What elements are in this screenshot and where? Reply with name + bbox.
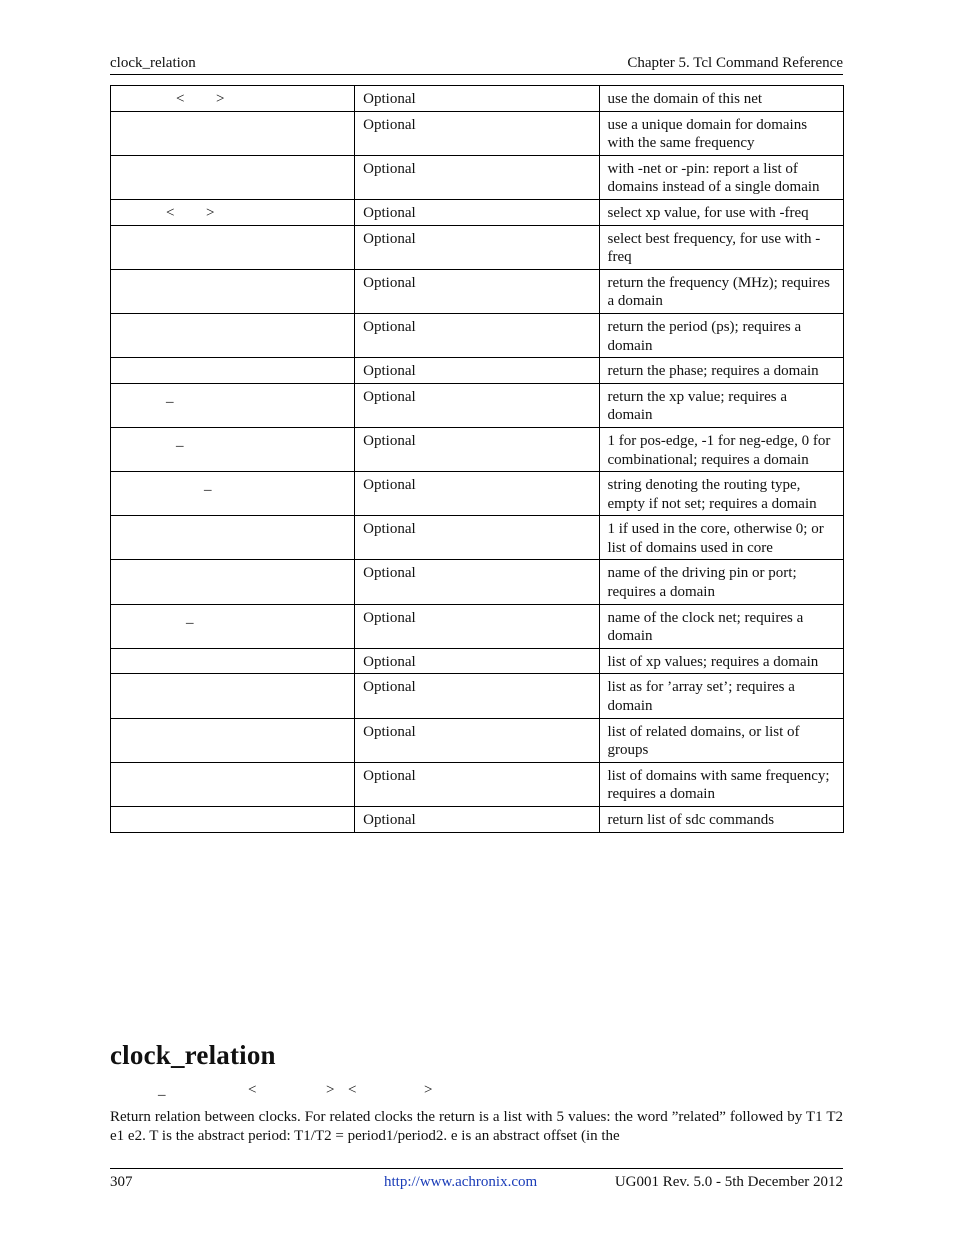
syntax-close-angle: > [326, 1082, 335, 1098]
table-row [111, 155, 844, 199]
requirement-cell: Optional [355, 383, 599, 427]
table-row [111, 807, 844, 833]
table-row [111, 604, 844, 648]
requirement-cell: Optional [355, 269, 599, 313]
argument-cell [111, 516, 355, 560]
description-cell: return list of sdc commands [599, 807, 844, 833]
argument-cell [111, 199, 355, 225]
header-chapter-title: Chapter 5. Tcl Command Reference [627, 55, 843, 71]
syntax-open-angle: < [348, 1082, 357, 1098]
description-cell: with -net or -pin: report a list of domains instead of a single domain [599, 155, 844, 199]
table-row [111, 674, 844, 718]
argument-cell [111, 674, 355, 718]
table-row [111, 313, 844, 357]
table-row [111, 269, 844, 313]
requirement-cell: Optional [355, 199, 599, 225]
requirement-cell: Optional [355, 674, 599, 718]
parameter-table-body [111, 86, 844, 833]
description-cell: select best frequency, for use with -freq [599, 225, 844, 269]
table-row [111, 111, 844, 155]
argument-cell [111, 269, 355, 313]
description-cell: list as for ’array set’; requires a domain [599, 674, 844, 718]
table-row [111, 225, 844, 269]
requirement-cell: Optional [355, 358, 599, 384]
command-syntax [110, 1082, 843, 1102]
table-row [111, 648, 844, 674]
description-cell: name of the clock net; requires a domain [599, 604, 844, 648]
argument-cell [111, 807, 355, 833]
argument-cell [111, 111, 355, 155]
requirement-cell: Optional [355, 560, 599, 604]
requirement-cell: Optional [355, 762, 599, 806]
description-cell: string denoting the routing type, empty if not set; requires a domain [599, 472, 844, 516]
parameter-table [110, 85, 844, 833]
requirement-cell: Optional [355, 718, 599, 762]
header-section-name: clock_relation [110, 55, 196, 71]
syntax-open-angle: < [248, 1082, 257, 1098]
argument-glyph: < [176, 91, 185, 107]
requirement-cell: Optional [355, 313, 599, 357]
description-cell: return the frequency (MHz); requires a domain [599, 269, 844, 313]
argument-glyph: _ [176, 432, 184, 449]
description-cell: use a unique domain for domains with the same frequency [599, 111, 844, 155]
argument-cell [111, 718, 355, 762]
requirement-cell: Optional [355, 807, 599, 833]
table-row [111, 199, 844, 225]
argument-cell [111, 225, 355, 269]
table-row [111, 427, 844, 471]
argument-glyph: < [166, 204, 175, 221]
argument-cell [111, 648, 355, 674]
argument-cell [111, 358, 355, 384]
argument-glyph: _ [186, 609, 194, 626]
description-cell: list of xp values; requires a domain [599, 648, 844, 674]
argument-cell [111, 472, 355, 516]
document-revision: UG001 Rev. 5.0 - 5th December 2012 [614, 1174, 843, 1190]
description-cell: 1 for pos-edge, -1 for neg-edge, 0 for combinational; requires a domain [599, 427, 844, 471]
argument-cell [111, 762, 355, 806]
requirement-cell: Optional [355, 225, 599, 269]
description-cell: 1 if used in the core, otherwise 0; or list of domains used in core [599, 516, 844, 560]
table-row [111, 358, 844, 384]
description-cell: return the xp value; requires a domain [599, 383, 844, 427]
table-row [111, 86, 844, 112]
requirement-cell: Optional [355, 648, 599, 674]
argument-cell [111, 383, 355, 427]
description-cell: return the period (ps); requires a domain [599, 313, 844, 357]
syntax-close-angle: > [424, 1082, 433, 1098]
table-row [111, 718, 844, 762]
argument-cell [111, 86, 355, 112]
argument-cell [111, 604, 355, 648]
argument-cell [111, 155, 355, 199]
argument-glyph: > [216, 91, 225, 107]
argument-glyph: _ [204, 477, 212, 494]
table-row [111, 472, 844, 516]
argument-glyph: _ [166, 388, 174, 405]
requirement-cell: Optional [355, 604, 599, 648]
table-row [111, 762, 844, 806]
requirement-cell: Optional [355, 155, 599, 199]
argument-glyph: > [206, 204, 215, 221]
table-row [111, 383, 844, 427]
requirement-cell: Optional [355, 516, 599, 560]
description-cell: list of domains with same frequency; requires a domain [599, 762, 844, 806]
requirement-cell: Optional [355, 111, 599, 155]
section-description: Return relation between clocks. For related clocks the return is a list with 5 values: the word ”related” followed by T1 T2 e1 e2. T is the abstract period: T1/T2 = period1/period2. e is an abstract offset (in the [110, 1109, 843, 1144]
website-link[interactable]: http://www.achronix.com [384, 1174, 538, 1190]
description-cell: use the domain of this net [599, 86, 844, 112]
requirement-cell: Optional [355, 427, 599, 471]
page-number: 307 [110, 1174, 133, 1190]
description-cell: name of the driving pin or port; requires a domain [599, 560, 844, 604]
table-row [111, 560, 844, 604]
requirement-cell: Optional [355, 472, 599, 516]
argument-cell [111, 313, 355, 357]
table-row [111, 516, 844, 560]
section-title: clock_relation [110, 1040, 276, 1070]
requirement-cell: Optional [355, 86, 599, 112]
page-header [110, 54, 843, 75]
argument-cell [111, 560, 355, 604]
description-cell: select xp value, for use with -freq [599, 199, 844, 225]
page-footer [110, 1168, 843, 1191]
description-cell: return the phase; requires a domain [599, 358, 844, 384]
description-cell: list of related domains, or list of groups [599, 718, 844, 762]
argument-cell [111, 427, 355, 471]
syntax-underscore: _ [158, 1082, 166, 1098]
